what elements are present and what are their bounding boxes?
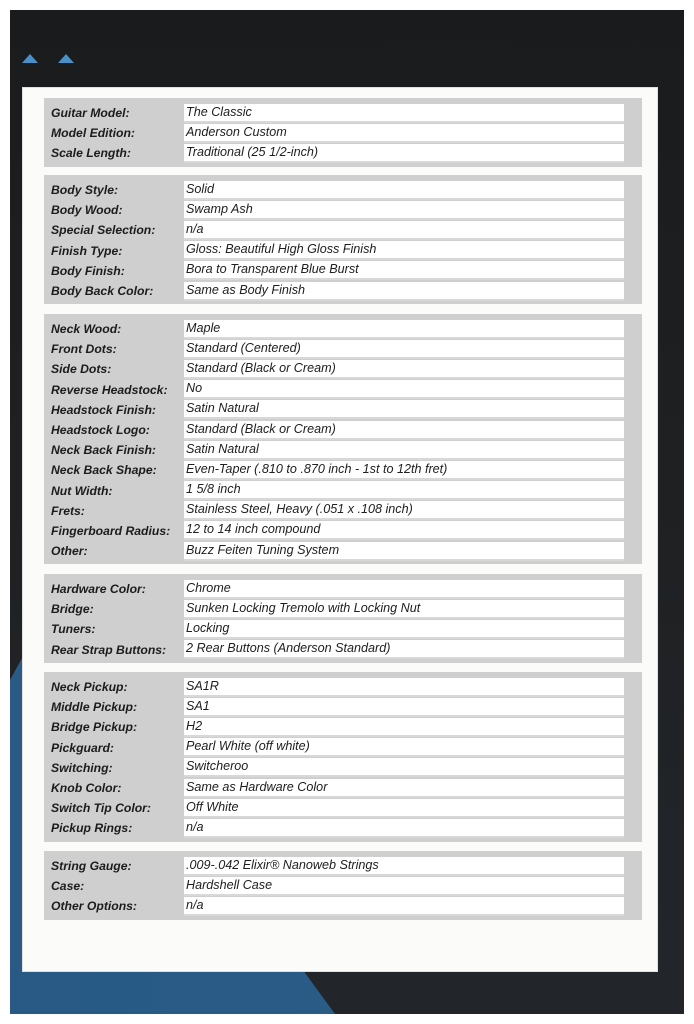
spec-label: Rear Strap Buttons: <box>51 642 167 657</box>
spec-value: H2 <box>184 718 624 737</box>
spec-row <box>44 717 642 737</box>
spec-row <box>44 521 642 541</box>
spec-row <box>44 876 642 896</box>
spec-row <box>44 619 642 639</box>
spec-row <box>44 481 642 501</box>
spec-value: SA1R <box>184 678 624 697</box>
spec-value: Hardshell Case <box>184 877 624 896</box>
spec-value: Same as Body Finish <box>184 282 624 301</box>
section-hardware <box>44 574 642 663</box>
spec-label: Side Dots: <box>51 362 112 377</box>
spec-row <box>44 143 642 163</box>
spec-row <box>44 123 642 143</box>
spec-label: Finish Type: <box>51 243 123 258</box>
spec-value: Pearl White (off white) <box>184 738 624 757</box>
spec-row <box>44 758 642 778</box>
spec-label: Neck Pickup: <box>51 680 128 695</box>
spec-row <box>44 339 642 359</box>
spec-row <box>44 896 642 916</box>
spec-label: Scale Length: <box>51 146 131 161</box>
spec-row <box>44 180 642 200</box>
spec-label: Front Dots: <box>51 342 117 357</box>
spec-row <box>44 241 642 261</box>
spec-value: Off White <box>184 799 624 818</box>
spec-label: Pickguard: <box>51 740 114 755</box>
spec-row <box>44 380 642 400</box>
spec-value: n/a <box>184 819 624 838</box>
spec-value: .009-.042 Elixir® Nanoweb Strings <box>184 857 624 876</box>
spec-row <box>44 501 642 521</box>
spec-value: Satin Natural <box>184 441 624 460</box>
spec-value: 2 Rear Buttons (Anderson Standard) <box>184 640 624 659</box>
section-neck <box>44 314 642 564</box>
up-arrow-icon <box>58 54 74 63</box>
spec-value: Gloss: Beautiful High Gloss Finish <box>184 241 624 260</box>
spec-row <box>44 359 642 379</box>
spec-label: Body Wood: <box>51 203 123 218</box>
spec-label: Headstock Logo: <box>51 423 150 438</box>
spec-value: Standard (Black or Cream) <box>184 421 624 440</box>
spec-label: Neck Wood: <box>51 322 122 337</box>
spec-label: Knob Color: <box>51 781 122 796</box>
spec-value: No <box>184 380 624 399</box>
spec-value: Locking <box>184 620 624 639</box>
spec-value: Even-Taper (.810 to .870 inch - 1st to 12th fret) <box>184 461 624 480</box>
spec-row <box>44 420 642 440</box>
spec-label: Switching: <box>51 760 113 775</box>
spec-label: Middle Pickup: <box>51 700 137 715</box>
spec-label: Neck Back Finish: <box>51 443 156 458</box>
spec-value: Traditional (25 1/2-inch) <box>184 144 624 163</box>
spec-value: Chrome <box>184 580 624 599</box>
spec-label: Reverse Headstock: <box>51 382 168 397</box>
spec-label: Headstock Finish: <box>51 402 156 417</box>
spec-value: Maple <box>184 320 624 339</box>
spec-label: Pickup Rings: <box>51 821 133 836</box>
spec-row <box>44 798 642 818</box>
spec-label: Other: <box>51 544 88 559</box>
spec-row <box>44 599 642 619</box>
spec-value: Standard (Centered) <box>184 340 624 359</box>
spec-value: 1 5/8 inch <box>184 481 624 500</box>
spec-value: Anderson Custom <box>184 124 624 143</box>
spec-value: Bora to Transparent Blue Burst <box>184 261 624 280</box>
spec-row <box>44 400 642 420</box>
spec-label: Bridge Pickup: <box>51 720 138 735</box>
spec-label: Tuners: <box>51 622 96 637</box>
spec-label: Body Style: <box>51 183 119 198</box>
spec-row <box>44 541 642 561</box>
spec-row <box>44 261 642 281</box>
spec-row <box>44 220 642 240</box>
up-arrow-icon <box>22 54 38 63</box>
spec-row <box>44 856 642 876</box>
spec-value: Solid <box>184 181 624 200</box>
spec-value: Standard (Black or Cream) <box>184 360 624 379</box>
spec-row <box>44 319 642 339</box>
spec-row <box>44 640 642 660</box>
spec-value: n/a <box>184 897 624 916</box>
spec-value: Buzz Feiten Tuning System <box>184 542 624 561</box>
spec-row <box>44 460 642 480</box>
spec-label: Frets: <box>51 503 85 518</box>
spec-label: Switch Tip Color: <box>51 801 151 816</box>
spec-row <box>44 697 642 717</box>
spec-label: Body Finish: <box>51 263 125 278</box>
spec-label: Model Edition: <box>51 126 135 141</box>
spec-row <box>44 103 642 123</box>
spec-label: Nut Width: <box>51 483 113 498</box>
spec-label: Neck Back Shape: <box>51 463 157 478</box>
spec-row <box>44 818 642 838</box>
spec-row <box>44 778 642 798</box>
section-extras <box>44 851 642 920</box>
spec-value: The Classic <box>184 104 624 123</box>
spec-label: Body Back Color: <box>51 284 154 299</box>
spec-value: Switcheroo <box>184 758 624 777</box>
spec-label: Hardware Color: <box>51 582 146 597</box>
spec-label: Guitar Model: <box>51 106 130 121</box>
spec-row <box>44 738 642 758</box>
spec-value: Same as Hardware Color <box>184 779 624 798</box>
spec-label: String Gauge: <box>51 859 132 874</box>
spec-value: SA1 <box>184 698 624 717</box>
spec-value: n/a <box>184 221 624 240</box>
spec-row <box>44 579 642 599</box>
spec-value: Swamp Ash <box>184 201 624 220</box>
section-body <box>44 175 642 304</box>
spec-label: Fingerboard Radius: <box>51 523 171 538</box>
spec-row <box>44 200 642 220</box>
spec-label: Case: <box>51 879 85 894</box>
spec-label: Bridge: <box>51 602 94 617</box>
spec-value: Stainless Steel, Heavy (.051 x .108 inch) <box>184 501 624 520</box>
spec-value: Satin Natural <box>184 400 624 419</box>
spec-row <box>44 281 642 301</box>
spec-label: Special Selection: <box>51 223 156 238</box>
spec-value: Sunken Locking Tremolo with Locking Nut <box>184 600 624 619</box>
spec-row <box>44 677 642 697</box>
spec-value: 12 to 14 inch compound <box>184 521 624 540</box>
spec-label: Other Options: <box>51 899 137 914</box>
section-model <box>44 98 642 167</box>
spec-sheet-card <box>23 88 657 971</box>
section-electronics <box>44 672 642 842</box>
spec-row <box>44 440 642 460</box>
